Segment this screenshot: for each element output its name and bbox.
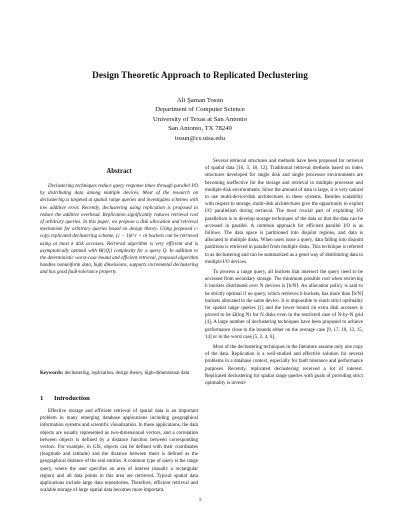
paper-title: Design Theoretic Approach to Replicated Declustering (92, 70, 308, 80)
keywords-text: declustering, replication, design theory, high-dimensional data (64, 371, 190, 376)
abstract-heading: Abstract (106, 168, 132, 175)
author-city: San Antonio, TX 78249 (168, 125, 232, 133)
right-paragraph-2: To process a range query, all buckets that intersect the query need to be accessed from secondary storage. The minimum possible cost when retrieving b buckets distributed over N devices is ⌈b/N⌉. An allocation policy is said to be strictly optimal if no query, which retrieves b buckets, has more than ⌈b/N⌉ buckets allocated to the same device. It is impossible to reach strict optimality for spatial range queries [1] and the lower bound on extra disk accesses is proved to be Ω(log N) for N disks even in the restricted case of N-by-N grid [4]. A large number of declustering techniques have been proposed to achieve performance close to the bounds either on the average case [9, 17, 10, 13, 15, 14] or in the worst case [5, 2, 4, 6]. (205, 270, 363, 340)
introduction-paragraph-left: Effective storage and efficient retrieval of spatial data is an important problem in many emerging database applications including geographical information systems and scientific visualization. In these applications, the data objects are usually represented as two-dimensional vectors, and a correlation between objects is defined by a distance function between corresponding vectors. For example, in GIS, objects can be defined with their coordinates (longitude and latitude) and the distance between them is defined as the geographical distance of the real entities. A common type of query is the range query, where the user specifies an area of interest (usually a rectangular region) and all data points in this area are retrieved. Typical spatial data applications include large data repositories. Therefore, efficient retrieval and scalable storage of large spatial data becomes more important. (40, 409, 198, 494)
right-paragraph-1: Several retrieval structures and methods have been proposed for retrieval of spatial data [16, 3, 18, 12]. Traditional retrieval methods based on index structures developed for single disk and single processor environments are becoming ineffective for the storage and retrieval in multiple processor and multiple disk environments. Since the amount of data is large, it is very natural to use multi-device/disk architectures in these systems. Besides scalability with respect to storage, multi-disk architectures give the opportunity to exploit I/O parallelism during retrieval. The most crucial part of exploiting I/O parallelism is to develop storage techniques of the data so that the data can be accessed in parallel. A common approach for efficient parallel I/O is as follows. The data space is partitioned into disjoint regions, and data is allocated to multiple disks. When users issue a query, data falling into disjoint partitions is retrieved in parallel from multiple disks. This technique is referred to as declustering and can be summarized as a good way of distributing data to multiple I/O devices. (205, 159, 363, 265)
keywords (40, 370, 198, 377)
section-number: 1 (40, 395, 44, 402)
author-name: Ali Şaman Tosun (176, 97, 224, 104)
author-block (0, 96, 400, 143)
page-number: 1 (198, 497, 202, 503)
author-university: University of Texas at San Antonio (153, 115, 247, 123)
author-email: tosun@cs.utsa.edu (175, 134, 225, 142)
keywords-label: Keywords: (40, 371, 64, 376)
right-column (205, 158, 363, 390)
section-title: Introduction (54, 395, 90, 402)
author-department: Department of Computer Science (155, 106, 245, 114)
right-paragraph-3: Most of the declustering techniques in the literature assume only one copy of the data. Replication is a well-studied and effective solution for several problems in a database context, especially for fault tolerance and performance purposes. Recently, replicated declustering received a lot of interest. Replicated declustering for spatial range queries with goals of providing strict optimality is investi- (205, 345, 363, 387)
section-heading-introduction (40, 395, 198, 402)
abstract-text: Declustering techniques reduce query response times through parallel I/O by distributing data among multiple devices. Most of the research on declustering is targeted at spatial range queries and investigates schemes with low additive error. Recently, declustering using replication is proposed to reduce the additive overhead. Replication significantly reduces retrieval cost of arbitrary queries. In this paper, we propose a disk allocation and retrieval mechanism for arbitrary queries based on design theory. Using proposed c-copy replicated declustering scheme, (c − 1)k^c + ck buckets can be retrieved using at most k disk accesses. Retrieval algorithm is very efficient and is asymptotically optimal with Θ(|Q|) complexity for a query Q. In addition to the deterministic worst-case bound and efficient retrieval, proposed algorithm handles nonuniform data, high dimensions, supports incremental declustering and has good fault-tolerance property. (40, 184, 198, 276)
